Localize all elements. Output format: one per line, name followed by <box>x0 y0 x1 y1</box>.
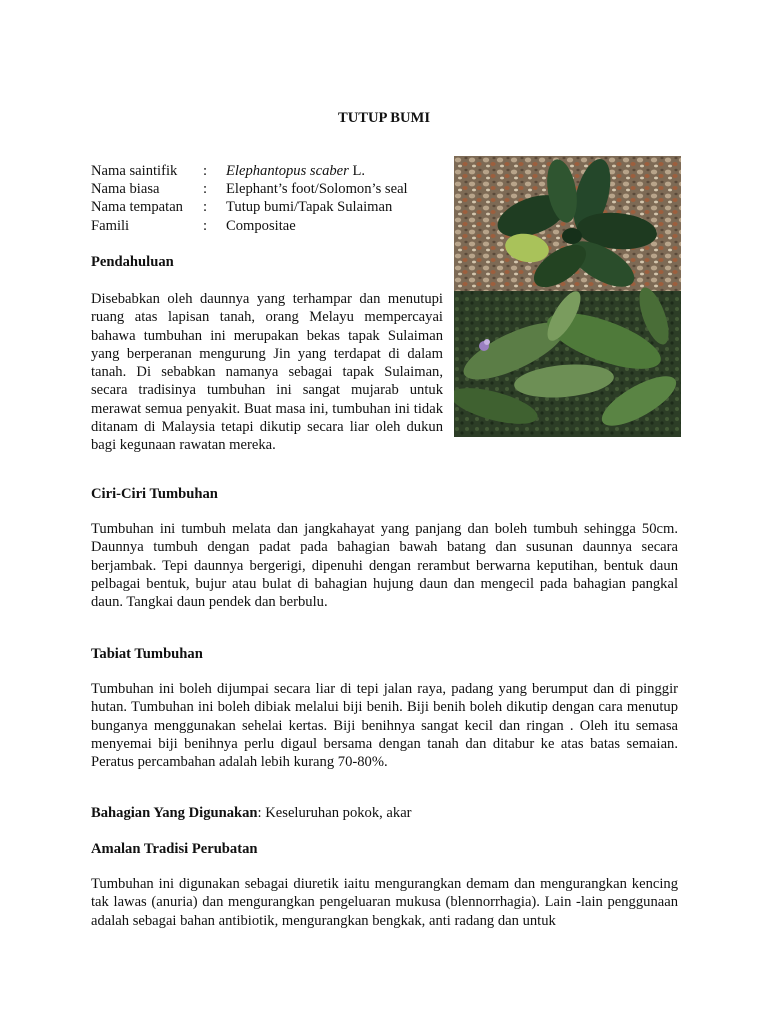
info-label: Nama tempatan <box>91 199 183 216</box>
info-separator: : <box>203 199 208 216</box>
info-value: Compositae <box>226 217 296 234</box>
plant-photo-icon <box>454 156 681 437</box>
plant-info-table <box>91 162 408 235</box>
info-separator: : <box>203 181 208 198</box>
paragraph-amalan: Tumbuhan ini digunakan sebagai diuretik iaitu mengurangkan demam dan mengurangkan kencing tak lawas (anuria) dan mengurangkan pengeluaran mukusa (blennorrhagia). Lain -lain penggunaan adalah sebagai bahan antibiotik, mengurangkan bengkak, anti radang dan untuk <box>91 876 678 929</box>
paragraph-pendahuluan: Disebabkan oleh daunnya yang terhampar dan menutupi ruang atas lapisan tanah, orang Melayu mempercayai bahawa tumbuhan ini merupakan bekas tapak Sulaiman yang berperanan mengurung Jin yang terdapat di dalam tanah. Di sebabkan namanya sebagai tapak Sulaiman, secara tradisinya tumbuhan ini sangat mujarab untuk merawat semua penyakit. Buat masa ini, tumbuhan ini tidak ditanam di Malaysia tetapi dikutip secara liar oleh dukun bagi kegunaan rawatan mereka. <box>91 291 443 454</box>
heading-bahagian: Bahagian Yang Digunakan <box>91 805 258 821</box>
heading-amalan: Amalan Tradisi Perubatan <box>91 841 258 857</box>
bahagian-value: : Keseluruhan pokok, akar <box>257 805 412 821</box>
info-row-common-name <box>91 180 408 198</box>
heading-pendahuluan: Pendahuluan <box>91 254 174 270</box>
info-label: Famili <box>91 217 130 234</box>
info-row-local-name <box>91 198 408 216</box>
info-value: Tutup bumi/Tapak Sulaiman <box>226 199 393 216</box>
scientific-name-author: L. <box>348 163 366 179</box>
info-separator: : <box>203 217 208 234</box>
paragraph-ciri-ciri: Tumbuhan ini tumbuh melata dan jangkahayat yang panjang dan boleh tumbuh sehingga 50cm. Daunnya tumbuh dengan padat pada bahagian bawah batang dan susunan daunnya secara berjambak. Tepi daunnya bergerigi, dipenuhi dengan rerambut berwarna keputihan, bentuk daun pelbagai bentuk, bujur atau bulat di bahagian hujung daun dan mengecil pada bahagian pangkal daun. Tangkai daun pendek dan berbulu. <box>91 521 678 611</box>
heading-ciri-ciri: Ciri-Ciri Tumbuhan <box>91 486 218 502</box>
scientific-name-italic: Elephantopus scaber <box>226 163 349 179</box>
bahagian-line <box>91 805 412 822</box>
info-row-scientific-name <box>91 162 408 180</box>
info-value: Elephant’s foot/Solomon’s seal <box>226 181 408 198</box>
info-separator: : <box>203 163 208 179</box>
info-label: Nama biasa <box>91 181 160 198</box>
page-title: TUTUP BUMI <box>337 110 431 126</box>
heading-tabiat: Tabiat Tumbuhan <box>91 646 203 662</box>
info-value <box>226 162 365 180</box>
info-row-family <box>91 217 408 235</box>
info-label: Nama saintifik <box>91 163 178 179</box>
paragraph-tabiat: Tumbuhan ini boleh dijumpai secara liar di tepi jalan raya, padang yang berumput dan di pinggir hutan. Tumbuhan ini boleh dibiak melalui biji benih. Biji benih boleh dikutip dengan cara menutup bunganya menggunakan sehelai kertas. Biji benihnya sangat kecil dan ringan . Oleh itu semasa menyemai biji benihnya perlu digaul bersama dengan tanah dan ditabur ke atas batas semaian. Peratus percambahan adalah lebih kurang 70-80%. <box>91 681 678 771</box>
